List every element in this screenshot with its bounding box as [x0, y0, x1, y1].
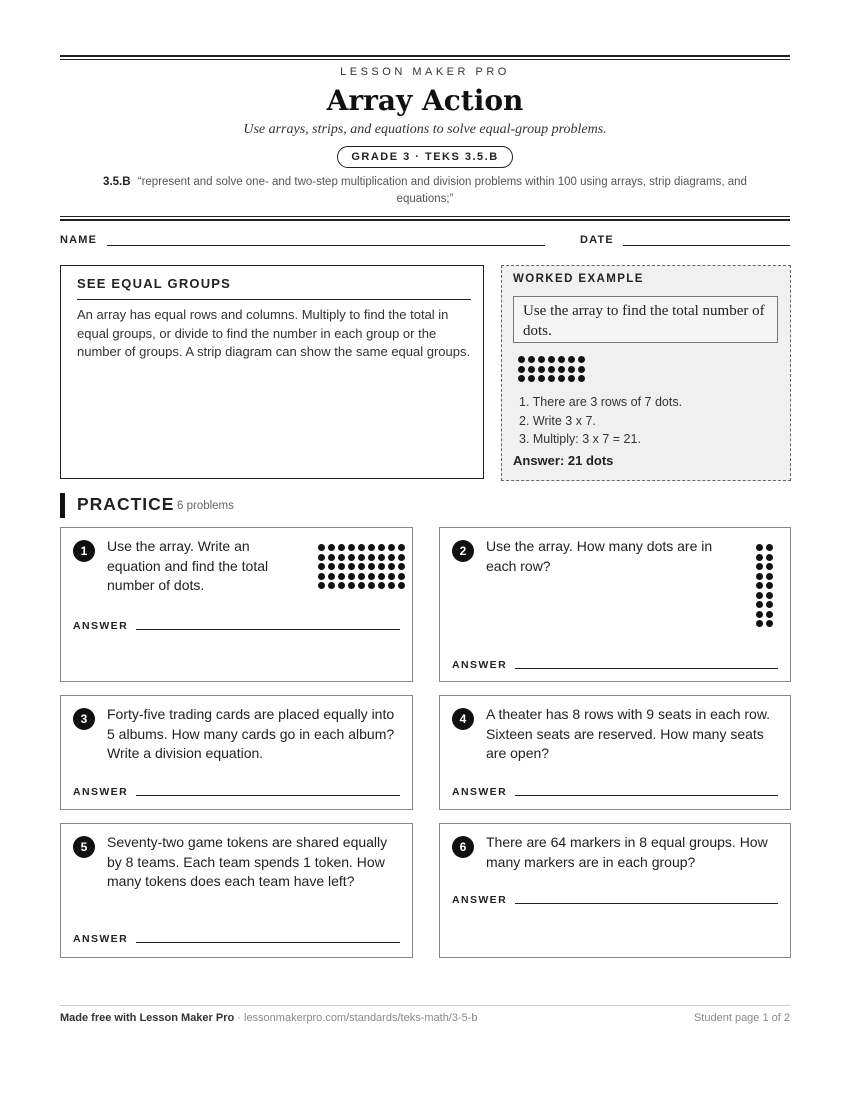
- array-dot: [756, 544, 763, 551]
- array-dot: [358, 563, 365, 570]
- array-dot: [318, 554, 325, 561]
- worked-example-box: [501, 265, 791, 481]
- footer-separator: ·: [234, 1012, 244, 1024]
- worked-example-step: 2. Write 3 x 7.: [519, 413, 596, 428]
- worked-example-steps: [519, 393, 682, 449]
- array-dot: [538, 366, 545, 373]
- array-dot: [398, 544, 405, 551]
- worked-example-step: 1. There are 3 rows of 7 dots.: [519, 395, 683, 409]
- array-dot: [766, 544, 773, 551]
- array-dot: [328, 563, 335, 570]
- concept-divider: [77, 299, 471, 300]
- array-dot: [568, 375, 575, 382]
- array-dot: [756, 592, 763, 599]
- name-label: NAME: [60, 234, 98, 246]
- array-dot: [756, 573, 763, 580]
- problem-number-badge: 5: [73, 836, 95, 858]
- problem-text: A theater has 8 rows with 9 seats in each row. Sixteen seats are reserved. How many seats are open?: [486, 706, 771, 761]
- date-label: DATE: [580, 234, 614, 246]
- problem-text: Use the array. How many dots are in each row?: [486, 538, 713, 574]
- answer-field[interactable]: [515, 903, 778, 904]
- array-dot: [318, 582, 325, 589]
- worked-example-prompt: Use the array to find the total number of dots.: [513, 296, 778, 343]
- problem-text: Forty-five trading cards are placed equally into 5 albums. How many cards go in each album? Write a division equation.: [107, 706, 395, 761]
- array-dot: [528, 366, 535, 373]
- array-dot: [538, 375, 545, 382]
- worked-example-heading: WORKED EXAMPLE: [513, 273, 644, 285]
- array-dot: [398, 582, 405, 589]
- concept-body: An array has equal rows and columns. Multiply to find the total in equal groups, or divide to find the number in each group or the number of groups. A strip diagram can show the same equal groups.: [77, 307, 471, 359]
- footer-url[interactable]: lessonmakerpro.com/standards/teks-math/3-5-b: [244, 1012, 478, 1024]
- array-dot: [756, 601, 763, 608]
- array-dot: [328, 573, 335, 580]
- page-title: Array Action: [326, 84, 524, 117]
- array-dot: [756, 563, 763, 570]
- answer-label: ANSWER: [452, 894, 508, 906]
- array-dot: [766, 554, 773, 561]
- problem-number-badge: 3: [73, 708, 95, 730]
- array-dot: [568, 356, 575, 363]
- array-dot: [338, 582, 345, 589]
- problem-number-badge: 4: [452, 708, 474, 730]
- array-dot: [368, 563, 375, 570]
- array-dot: [538, 356, 545, 363]
- standard-code: 3.5.B: [103, 176, 131, 188]
- footer-rule: [60, 1005, 790, 1006]
- header-bottom-rule-thin: [60, 216, 790, 217]
- array-dot: [378, 582, 385, 589]
- concept-box: [60, 265, 484, 479]
- array-dot: [766, 582, 773, 589]
- brand-name: LESSON MAKER PRO: [340, 66, 510, 78]
- array-dot: [368, 573, 375, 580]
- array-dot: [318, 573, 325, 580]
- array-dot: [756, 611, 763, 618]
- practice-accent-bar: [60, 493, 65, 518]
- array-dot: [766, 563, 773, 570]
- practice-count: 6 problems: [177, 500, 234, 512]
- array-dot: [388, 582, 395, 589]
- problem-card-5: [60, 823, 413, 958]
- header-bottom-rule: [60, 219, 790, 221]
- array-dot: [548, 366, 555, 373]
- array-dot: [568, 366, 575, 373]
- array-dot: [338, 554, 345, 561]
- array-dot: [318, 563, 325, 570]
- answer-field[interactable]: [136, 795, 400, 796]
- standard-description: [80, 174, 770, 208]
- array-dot: [378, 573, 385, 580]
- array-dot: [548, 356, 555, 363]
- footer-credit: [60, 1012, 478, 1024]
- practice-heading: PRACTICE: [77, 494, 175, 514]
- array-dot: [398, 573, 405, 580]
- grade-badge: GRADE 3 · TEKS 3.5.B: [337, 146, 513, 168]
- problem-card-6: [439, 823, 791, 958]
- array-dot: [518, 356, 525, 363]
- worked-example-step: 3. Multiply: 3 x 7 = 21.: [519, 432, 641, 446]
- array-dot: [348, 554, 355, 561]
- array-dot: [338, 573, 345, 580]
- answer-field[interactable]: [136, 629, 400, 630]
- array-dot: [358, 544, 365, 551]
- problem-number-badge: 2: [452, 540, 474, 562]
- array-dot: [338, 544, 345, 551]
- answer-label: ANSWER: [73, 620, 129, 632]
- array-dot: [378, 544, 385, 551]
- array-dot: [766, 573, 773, 580]
- problem-card-3: [60, 695, 413, 810]
- problem-text: Seventy-two game tokens are shared equally by 8 teams. Each team spends 1 token. How many tokens does each team have left?: [107, 834, 388, 889]
- name-field[interactable]: [107, 245, 545, 246]
- page-subtitle: Use arrays, strips, and equations to solve equal-group problems.: [243, 122, 607, 137]
- array-dot: [766, 592, 773, 599]
- standard-text: “represent and solve one- and two-step multiplication and division problems within 100 using arrays, strip diagrams, and equations;”: [137, 176, 747, 205]
- array-dot: [388, 563, 395, 570]
- problem-text: There are 64 markers in 8 equal groups. How many markers are in each group?: [486, 834, 768, 870]
- array-dot: [558, 366, 565, 373]
- array-dot: [328, 582, 335, 589]
- array-dot: [388, 573, 395, 580]
- array-dot: [756, 582, 763, 589]
- problem-number-badge: 1: [73, 540, 95, 562]
- array-dot: [388, 554, 395, 561]
- answer-label: ANSWER: [452, 786, 508, 798]
- answer-label: ANSWER: [73, 786, 129, 798]
- array-dot: [328, 554, 335, 561]
- problem-text: Use the array. Write an equation and find the total number of dots.: [107, 538, 269, 593]
- array-dot: [378, 554, 385, 561]
- header-top-rule: [60, 55, 790, 57]
- footer-made-by: Made free with Lesson Maker Pro: [60, 1012, 235, 1024]
- array-dot: [358, 582, 365, 589]
- answer-field[interactable]: [515, 795, 778, 796]
- array-dot: [358, 554, 365, 561]
- array-dot: [338, 563, 345, 570]
- answer-label: ANSWER: [73, 933, 129, 945]
- array-dot: [578, 366, 585, 373]
- array-dot: [398, 563, 405, 570]
- array-dot: [318, 544, 325, 551]
- footer-page-number: Student page 1 of 2: [693, 1012, 790, 1024]
- array-dot: [756, 620, 763, 627]
- problem-number-badge: 6: [452, 836, 474, 858]
- array-dot: [348, 573, 355, 580]
- array-dot: [528, 356, 535, 363]
- array-dot: [348, 563, 355, 570]
- array-dot: [766, 601, 773, 608]
- array-dot: [348, 544, 355, 551]
- array-dot: [368, 582, 375, 589]
- worked-example-answer: Answer: 21 dots: [513, 453, 614, 468]
- date-field[interactable]: [623, 245, 790, 246]
- array-dot: [766, 611, 773, 618]
- array-dot: [368, 554, 375, 561]
- array-dot: [578, 356, 585, 363]
- array-dot: [558, 375, 565, 382]
- array-dot: [378, 563, 385, 570]
- answer-field[interactable]: [136, 942, 400, 943]
- array-dot: [348, 582, 355, 589]
- array-dot: [398, 554, 405, 561]
- problem-dot-array: [756, 544, 773, 627]
- array-dot: [518, 375, 525, 382]
- concept-heading: SEE EQUAL GROUPS: [77, 276, 232, 291]
- array-dot: [358, 573, 365, 580]
- worked-example-dot-array: [518, 356, 585, 382]
- header-top-rule-thin: [60, 59, 790, 60]
- problem-dot-array: [318, 544, 405, 589]
- array-dot: [368, 544, 375, 551]
- array-dot: [518, 366, 525, 373]
- array-dot: [548, 375, 555, 382]
- array-dot: [766, 620, 773, 627]
- problem-card-4: [439, 695, 791, 810]
- problem-card-2: [439, 527, 791, 682]
- problem-card-1: [60, 527, 413, 682]
- answer-field[interactable]: [515, 668, 778, 669]
- answer-label: ANSWER: [452, 659, 508, 671]
- array-dot: [328, 544, 335, 551]
- array-dot: [756, 554, 763, 561]
- array-dot: [388, 544, 395, 551]
- array-dot: [558, 356, 565, 363]
- array-dot: [578, 375, 585, 382]
- array-dot: [528, 375, 535, 382]
